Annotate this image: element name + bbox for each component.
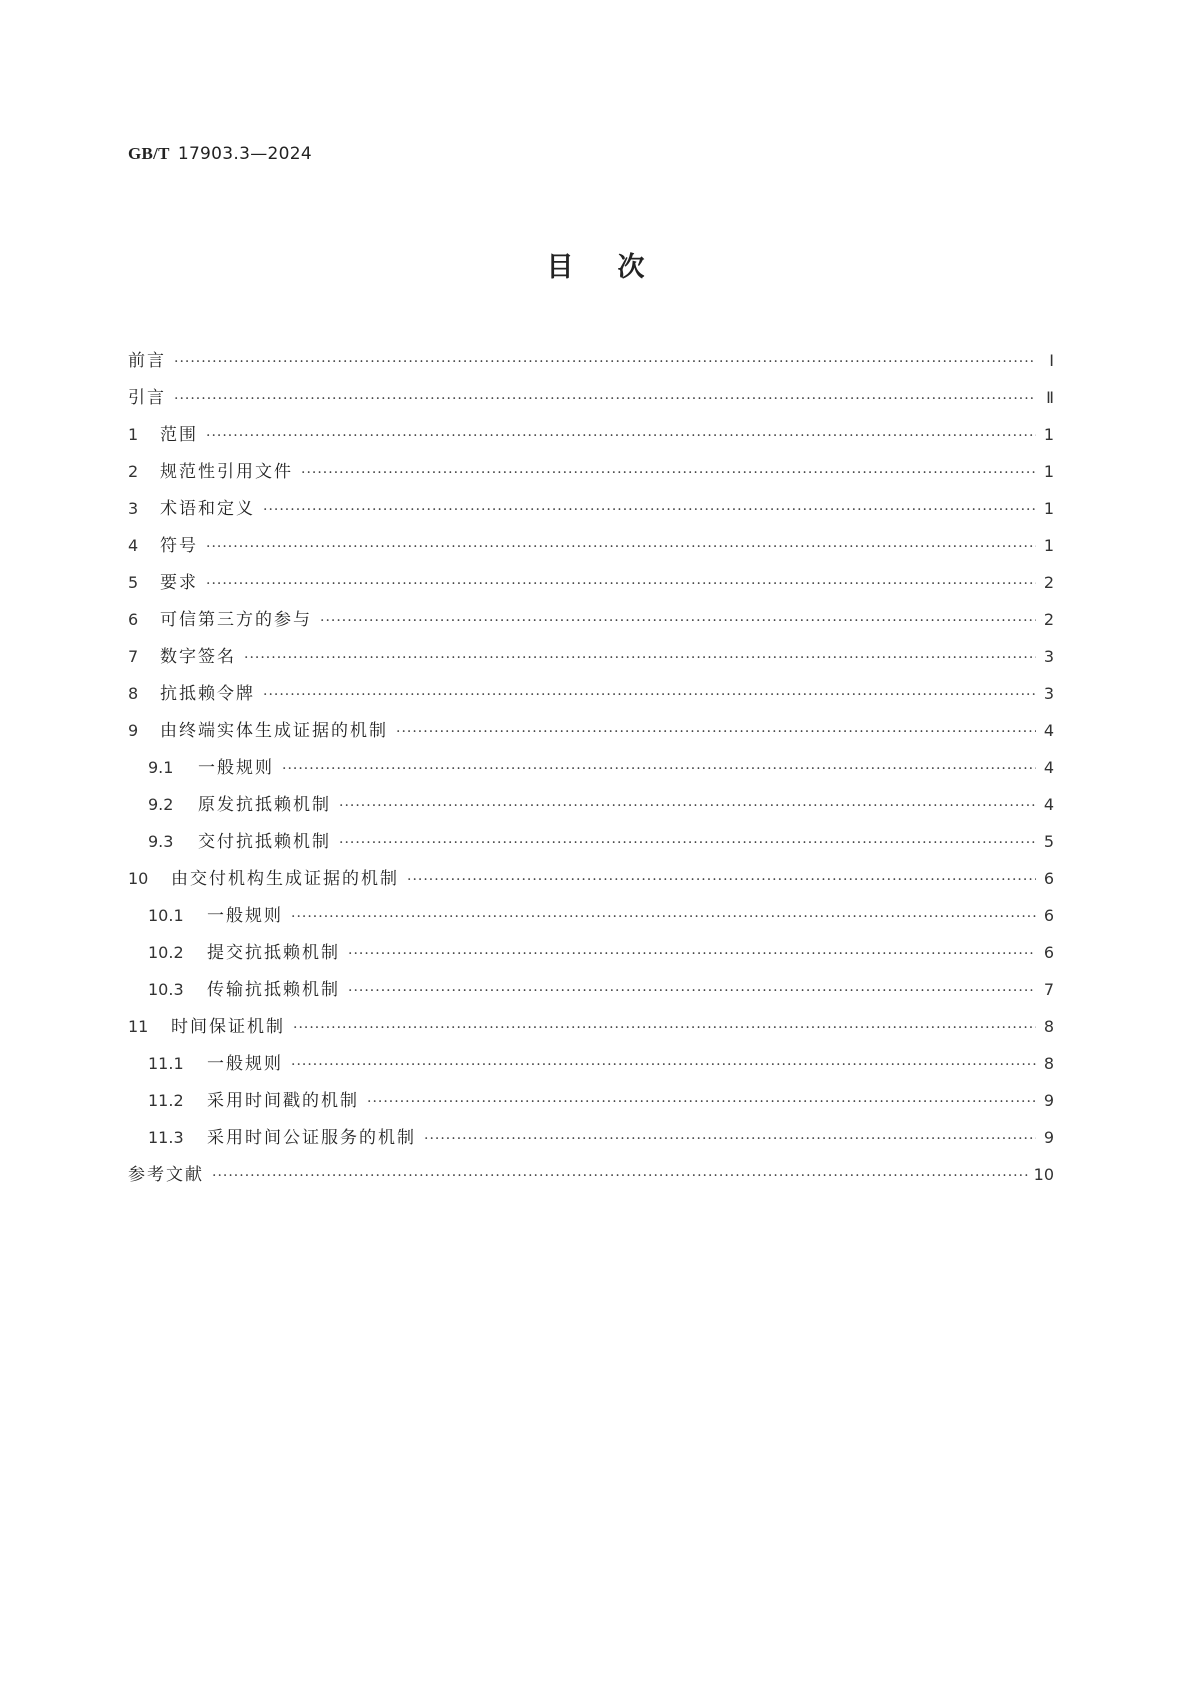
toc-leader-dots [174, 344, 1036, 381]
toc-leader-dots [263, 492, 1036, 529]
toc-entry-introduction[interactable] [128, 379, 1054, 416]
toc-leader-dots [367, 1084, 1036, 1121]
toc-entry-page: 1 [1043, 499, 1054, 518]
toc-entry-label: 规范性引用文件 [160, 462, 293, 482]
toc-leader-dots [263, 677, 1036, 714]
toc-entry-label: 原发抗抵赖机制 [198, 795, 331, 815]
toc-leader-dots [291, 1047, 1036, 1084]
toc-leader-dots [348, 936, 1036, 973]
toc-entry-number: 2 [128, 462, 139, 481]
toc-entry-9-1[interactable] [128, 749, 1054, 786]
toc-entry-11-1[interactable] [128, 1045, 1054, 1082]
toc-entry-label: 符号 [160, 536, 198, 556]
toc-entry-number: 3 [128, 499, 139, 518]
toc-entry-5[interactable] [128, 564, 1054, 601]
toc-entry-label: 术语和定义 [160, 499, 255, 519]
toc-entry-label: 一般规则 [207, 906, 283, 926]
toc-leader-dots [291, 899, 1036, 936]
toc-entry-number: 9.3 [148, 832, 174, 851]
toc-leader-dots [301, 455, 1036, 492]
toc-entry-page: 10 [1033, 1165, 1054, 1184]
toc-entry-11-3[interactable] [128, 1119, 1054, 1156]
toc-entry-label: 由交付机构生成证据的机制 [171, 869, 399, 889]
toc-entry-page: 1 [1043, 462, 1054, 481]
toc-entry-label: 传输抗抵赖机制 [207, 980, 340, 1000]
toc-entry-number: 9 [128, 721, 139, 740]
toc-entry-page: 8 [1043, 1054, 1054, 1073]
toc-entry-page: 1 [1043, 425, 1054, 444]
toc-entry-number: 10.2 [148, 943, 184, 962]
toc-entry-number: 8 [128, 684, 139, 703]
toc-entry-10[interactable] [128, 860, 1054, 897]
toc-entry-page: 6 [1043, 906, 1054, 925]
toc-entry-8[interactable] [128, 675, 1054, 712]
toc-entry-number: 4 [128, 536, 139, 555]
toc-entry-11-2[interactable] [128, 1082, 1054, 1119]
toc-entry-page: 6 [1043, 943, 1054, 962]
toc-entry-2[interactable] [128, 453, 1054, 490]
standard-code-number: 17903.3—2024 [177, 144, 312, 164]
toc-entry-page: 4 [1043, 795, 1054, 814]
toc-entry-10-2[interactable] [128, 934, 1054, 971]
toc-entry-6[interactable] [128, 601, 1054, 638]
toc-entry-page: 3 [1043, 684, 1054, 703]
toc-entry-page: 9 [1043, 1091, 1054, 1110]
toc-entry-9-2[interactable] [128, 786, 1054, 823]
toc-entry-page: 6 [1043, 869, 1054, 888]
standard-code [128, 144, 312, 164]
toc-leader-dots [206, 418, 1036, 455]
toc-entry-label: 参考文献 [128, 1165, 204, 1185]
toc-entry-number: 10 [128, 869, 149, 888]
toc-entry-label: 引言 [128, 388, 166, 408]
toc-leader-dots [339, 825, 1036, 862]
toc-leader-dots [339, 788, 1036, 825]
toc-entry-4[interactable] [128, 527, 1054, 564]
toc-entry-7[interactable] [128, 638, 1054, 675]
toc-entry-page: 8 [1043, 1017, 1054, 1036]
toc-entry-page: 2 [1043, 610, 1054, 629]
page-title: 目次 [546, 252, 689, 283]
toc-entry-label: 时间保证机制 [171, 1017, 285, 1037]
toc-entry-number: 1 [128, 425, 139, 444]
toc-entry-number: 6 [128, 610, 139, 629]
toc-entry-page: 7 [1043, 980, 1054, 999]
toc-entry-label: 范围 [160, 425, 198, 445]
toc-entry-number: 11 [128, 1017, 149, 1036]
toc-entry-page: 5 [1043, 832, 1054, 851]
toc-leader-dots [424, 1121, 1036, 1158]
toc-entry-label: 提交抗抵赖机制 [207, 943, 340, 963]
toc-entry-label: 前言 [128, 351, 166, 371]
toc-entry-1[interactable] [128, 416, 1054, 453]
toc-entry-number: 11.2 [148, 1091, 184, 1110]
toc-entry-label: 数字签名 [160, 647, 236, 667]
toc-entry-page: 3 [1043, 647, 1054, 666]
toc-entry-label: 采用时间公证服务的机制 [207, 1128, 416, 1148]
table-of-contents [128, 342, 1054, 1193]
toc-entry-page: 9 [1043, 1128, 1054, 1147]
toc-leader-dots [282, 751, 1036, 788]
toc-entry-page: 1 [1043, 536, 1054, 555]
toc-entry-10-1[interactable] [128, 897, 1054, 934]
toc-entry-label: 一般规则 [198, 758, 274, 778]
toc-entry-number: 10.3 [148, 980, 184, 999]
toc-leader-dots [407, 862, 1036, 899]
toc-leader-dots [174, 381, 1036, 418]
toc-leader-dots [212, 1158, 1028, 1195]
toc-entry-number: 5 [128, 573, 139, 592]
toc-entry-label: 一般规则 [207, 1054, 283, 1074]
toc-leader-dots [293, 1010, 1036, 1047]
toc-entry-number: 11.3 [148, 1128, 184, 1147]
toc-entry-page: 4 [1043, 721, 1054, 740]
toc-leader-dots [348, 973, 1036, 1010]
toc-entry-3[interactable] [128, 490, 1054, 527]
toc-entry-number: 11.1 [148, 1054, 184, 1073]
toc-entry-page: Ⅰ [1049, 351, 1054, 370]
toc-entry-label: 采用时间戳的机制 [207, 1091, 359, 1111]
toc-leader-dots [206, 529, 1036, 566]
standard-code-prefix: GB/T [128, 144, 170, 163]
toc-entry-number: 10.1 [148, 906, 184, 925]
toc-entry-label: 可信第三方的参与 [160, 610, 312, 630]
toc-entry-page: 2 [1043, 573, 1054, 592]
toc-entry-foreword[interactable] [128, 342, 1054, 379]
toc-entry-label: 抗抵赖令牌 [160, 684, 255, 704]
toc-entry-number: 7 [128, 647, 139, 666]
toc-entry-page: Ⅱ [1046, 388, 1054, 407]
toc-entry-number: 9.1 [148, 758, 174, 777]
toc-leader-dots [396, 714, 1036, 751]
toc-leader-dots [320, 603, 1036, 640]
toc-entry-label: 由终端实体生成证据的机制 [160, 721, 388, 741]
toc-entry-bibliography[interactable] [128, 1156, 1054, 1193]
toc-leader-dots [244, 640, 1036, 677]
toc-leader-dots [206, 566, 1036, 603]
toc-entry-9-3[interactable] [128, 823, 1054, 860]
toc-entry-label: 要求 [160, 573, 198, 593]
toc-entry-page: 4 [1043, 758, 1054, 777]
toc-entry-9[interactable] [128, 712, 1054, 749]
toc-entry-number: 9.2 [148, 795, 174, 814]
toc-entry-label: 交付抗抵赖机制 [198, 832, 331, 852]
toc-entry-11[interactable] [128, 1008, 1054, 1045]
toc-entry-10-3[interactable] [128, 971, 1054, 1008]
